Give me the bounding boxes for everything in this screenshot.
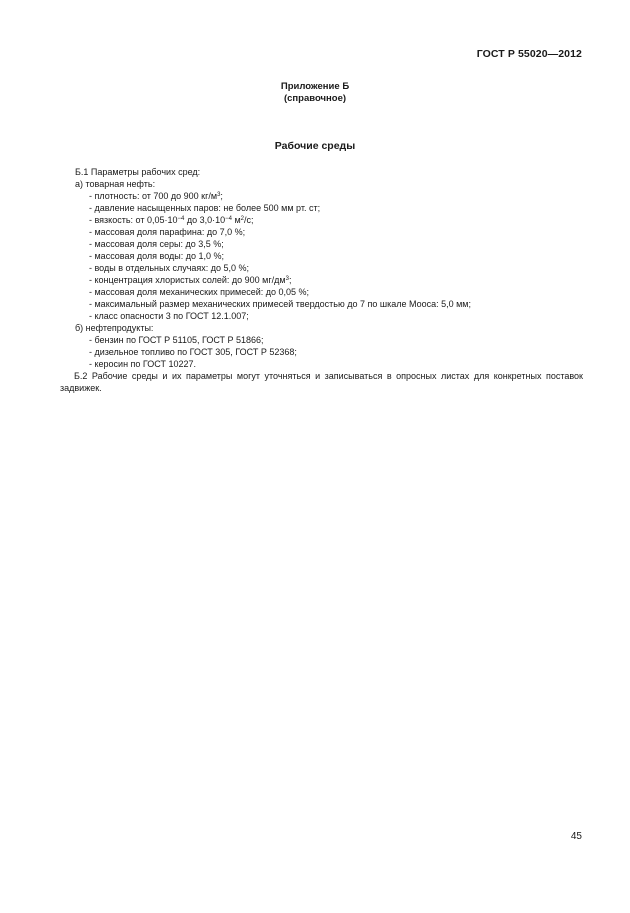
list-item-gasoline: - бензин по ГОСТ Р 51105, ГОСТ Р 51866; <box>89 335 264 345</box>
annex-title: Приложение Б <box>280 81 350 92</box>
density-text: - плотность: от 700 до 900 кг/м <box>89 191 218 201</box>
page-number: 45 <box>570 831 582 842</box>
b-heading: б) нефтепродукты: <box>75 323 154 333</box>
b2-paragraph: Б.2 Рабочие среды и их параметры могут уточняться и записываться в опросных листах для конкретных поставок задвижек. <box>60 371 583 393</box>
viscosity-text: - вязкость: от 0,05·10 <box>89 215 178 225</box>
section-title: Рабочие среды <box>274 140 356 152</box>
list-item-chlorides <box>75 274 583 286</box>
list-item-paraffin: - массовая доля парафина: до 7,0 %; <box>89 227 246 237</box>
viscosity-exponent-2: −4 <box>225 216 232 222</box>
viscosity-exponent-1: −4 <box>177 216 185 222</box>
list-item-viscosity <box>75 214 583 226</box>
a-heading: а) товарная нефть: <box>75 179 156 189</box>
viscosity-mid: до 3,0·10 <box>184 215 226 225</box>
list-item-mech-size: - максимальный размер механических примесей твердостью до 7 по шкале Мооса: 5,0 мм; <box>89 299 471 309</box>
list-item-density <box>75 190 583 202</box>
viscosity-unit: м <box>231 215 241 225</box>
list-item-water: - массовая доля воды: до 1,0 %; <box>89 251 225 261</box>
viscosity-exponent-3: 2 <box>240 216 245 222</box>
density-exponent: 3 <box>217 192 221 198</box>
document-body <box>60 166 583 394</box>
list-item-water-special: - воды в отдельных случаях: до 5,0 %; <box>89 263 250 273</box>
standard-code: ГОСТ Р 55020—2012 <box>476 48 582 60</box>
chlorides-text: - концентрация хлористых солей: до 900 мг/дм <box>89 275 286 285</box>
b1-heading: Б.1 Параметры рабочих сред: <box>75 167 201 177</box>
annex-heading <box>0 81 630 104</box>
annex-subtitle: (справочное) <box>283 92 347 104</box>
list-item-vapor-pressure: - давление насыщенных паров: не более 500 мм рт. ст; <box>89 203 321 213</box>
chlorides-exponent: 3 <box>285 276 289 282</box>
list-item-diesel: - дизельное топливо по ГОСТ 305, ГОСТ Р 52368; <box>89 347 297 357</box>
density-end: ; <box>220 191 223 201</box>
list-item-hazard-class: - класс опасности 3 по ГОСТ 12.1.007; <box>89 311 249 321</box>
list-item-kerosene: - керосин по ГОСТ 10227. <box>89 359 197 369</box>
chlorides-end: ; <box>288 275 292 285</box>
list-item-mech-impurities: - массовая доля механических примесей: до 0,05 %; <box>89 287 310 297</box>
viscosity-end: /с; <box>244 215 254 225</box>
list-item-sulfur: - массовая доля серы: до 3,5 %; <box>89 239 224 249</box>
